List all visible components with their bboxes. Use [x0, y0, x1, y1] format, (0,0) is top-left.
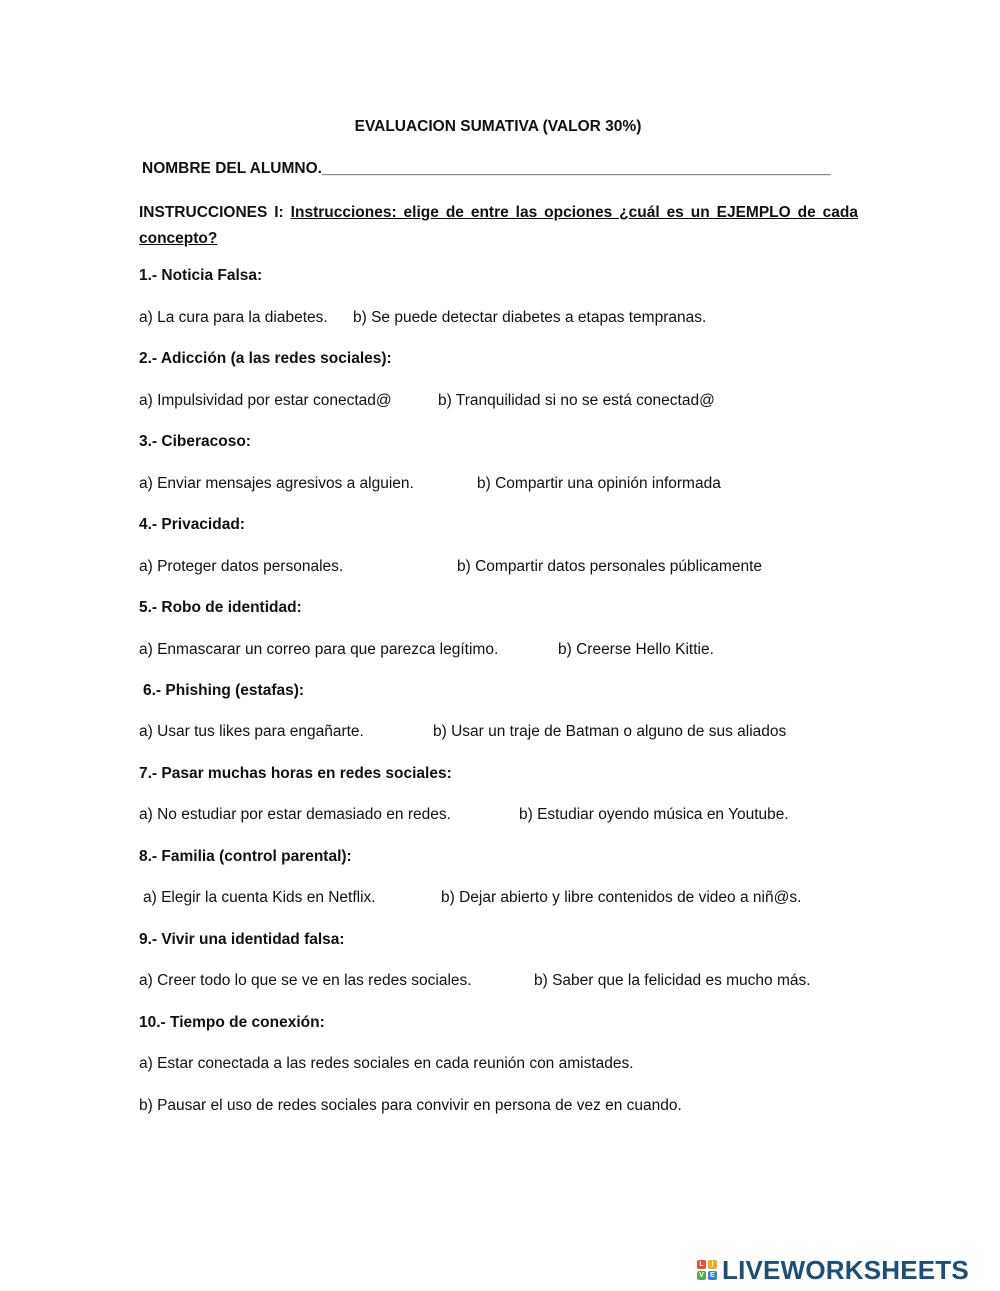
instructions-prefix: INSTRUCCIONES I:	[139, 204, 291, 221]
logo-block-l: L	[697, 1260, 706, 1269]
question-5-heading: 5.- Robo de identidad:	[139, 599, 302, 616]
question-8-heading: 8.- Familia (control parental):	[139, 848, 352, 865]
question-5-options	[139, 640, 899, 660]
question-1-option-a[interactable]: a) La cura para la diabetes.	[139, 309, 328, 326]
brand-name: LIVEWORKSHEETS	[722, 1254, 969, 1285]
question-2-option-a[interactable]: a) Impulsividad por estar conectad@	[139, 392, 392, 409]
question-7-option-a[interactable]: a) No estudiar por estar demasiado en redes.	[139, 806, 451, 823]
question-10-option-b[interactable]: b) Pausar el uso de redes sociales para convivir en persona de vez en cuando.	[139, 1097, 682, 1114]
question-8-options	[143, 888, 903, 908]
question-2-options	[139, 391, 899, 411]
question-5-option-b[interactable]: b) Creerse Hello Kittie.	[558, 641, 714, 658]
question-1-heading: 1.- Noticia Falsa:	[139, 267, 263, 284]
question-7-options	[139, 805, 899, 825]
question-8-option-b[interactable]: b) Dejar abierto y libre contenidos de video a niñ@s.	[441, 889, 802, 906]
question-4-heading: 4.- Privacidad:	[139, 516, 245, 533]
question-10-option-a[interactable]: a) Estar conectada a las redes sociales en cada reunión con amistades.	[139, 1055, 634, 1072]
question-9-option-a[interactable]: a) Creer todo lo que se ve en las redes sociales.	[139, 972, 472, 989]
question-4-option-a[interactable]: a) Proteger datos personales.	[139, 558, 344, 575]
question-10-heading: 10.- Tiempo de conexión:	[139, 1014, 325, 1031]
question-6-heading: 6.- Phishing (estafas):	[143, 682, 305, 699]
logo-block-e: E	[708, 1271, 717, 1280]
student-name-field[interactable]: NOMBRE DEL ALUMNO.___________________________________________________________	[142, 160, 831, 177]
question-3-heading: 3.- Ciberacoso:	[139, 433, 251, 450]
question-3-option-b[interactable]: b) Compartir una opinión informada	[477, 475, 721, 492]
question-9-options	[139, 971, 899, 991]
instructions	[139, 200, 858, 252]
question-5-option-a[interactable]: a) Enmascarar un correo para que parezca legítimo.	[139, 641, 499, 658]
question-9-heading: 9.- Vivir una identidad falsa:	[139, 931, 345, 948]
question-6-options	[139, 722, 899, 742]
question-1-option-b[interactable]: b) Se puede detectar diabetes a etapas tempranas.	[353, 309, 707, 326]
question-7-option-b[interactable]: b) Estudiar oyendo música en Youtube.	[519, 806, 789, 823]
question-2-option-b[interactable]: b) Tranquilidad si no se está conectad@	[438, 392, 715, 409]
instructions-text: Instrucciones: elige de entre las opciones ¿cuál es un EJEMPLO de cada concepto?	[139, 204, 858, 247]
question-6-option-a[interactable]: a) Usar tus likes para engañarte.	[139, 723, 364, 740]
logo-block-v: V	[697, 1271, 706, 1280]
liveworksheets-logo-icon	[697, 1260, 717, 1280]
question-6-option-b[interactable]: b) Usar un traje de Batman o alguno de sus aliados	[433, 723, 787, 740]
question-4-option-b[interactable]: b) Compartir datos personales públicamente	[457, 558, 762, 575]
logo-block-i: I	[708, 1260, 717, 1269]
question-9-option-b[interactable]: b) Saber que la felicidad es mucho más.	[534, 972, 811, 989]
question-1-options	[139, 308, 899, 328]
question-4-options	[139, 557, 899, 577]
question-3-options	[139, 474, 899, 494]
question-7-heading: 7.- Pasar muchas horas en redes sociales:	[139, 765, 452, 782]
question-3-option-a[interactable]: a) Enviar mensajes agresivos a alguien.	[139, 475, 414, 492]
question-2-heading: 2.- Adicción (a las redes sociales):	[139, 350, 392, 367]
question-8-option-a[interactable]: a) Elegir la cuenta Kids en Netflix.	[143, 889, 376, 906]
page-title: EVALUACION SUMATIVA (VALOR 30%)	[354, 118, 642, 135]
liveworksheets-brand	[697, 1255, 969, 1285]
